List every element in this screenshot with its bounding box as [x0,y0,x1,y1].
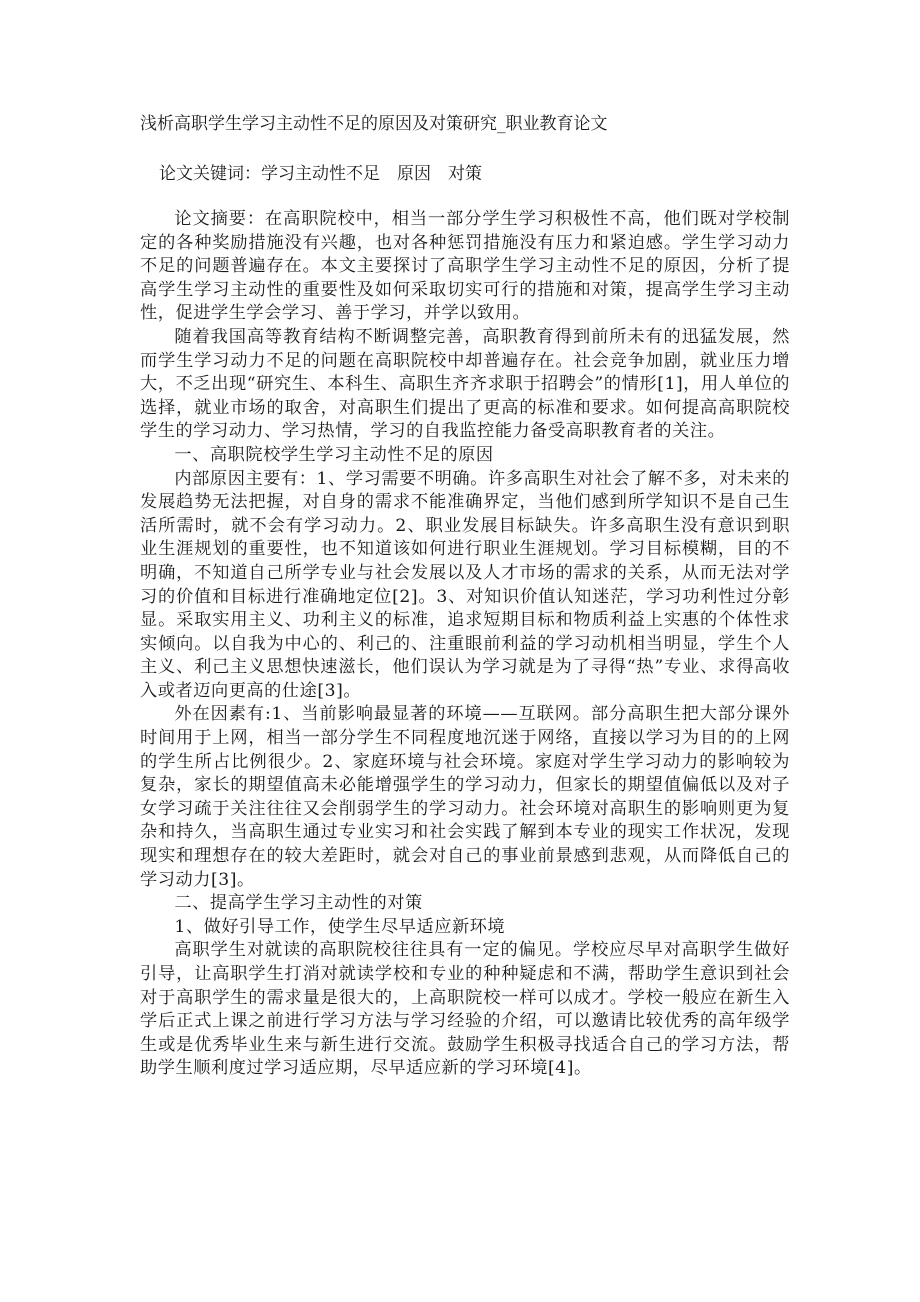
document-page [140,112,790,1081]
document-body [140,208,790,1081]
internal-causes-paragraph: 内部原因主要有：1、学习需要不明确。许多高职生对社会了解不多，对未来的发展趋势无法把握，对自身的需求不能准确界定，当他们感到所学知识不是自己生活所需时，就不会有学习动力。2、职业发展目标缺失。许多高职生没有意识到职业生涯规划的重要性，也不知道该如何进行职业生涯规划。学习目标模糊，目的不明确，不知道自己所学专业与社会发展以及人才市场的需求的关系，从而无法对学习的价值和目标进行准确地定位[2]。3、对知识价值认知迷茫，学习功利性过分彰显。采取实用主义、功利主义的标准，追求短期目标和物质利益上实惠的个体性求实倾向。以自我为中心的、利己的、注重眼前利益的学习动机相当明显，学生个人主义、利己主义思想快速滋长，他们误认为学习就是为了寻得“热”专业、求得高收入或者迈向更高的仕途[3]。 [140,468,790,701]
intro-paragraph: 随着我国高等教育结构不断调整完善，高职教育得到前所未有的迅猛发展，然而学生学习动力不足的问题在高职院校中却普遍存在。社会竞争加剧，就业压力增大，不乏出现“研究生、本科生、高职生齐齐求职于招聘会”的情形[1]，用人单位的选择，就业市场的取舍，对高职生们提出了更高的标准和要求。如何提高高职院校学生的学习动力、学习热情，学习的自我监控能力备受高职教育者的关注。 [140,326,790,442]
external-causes-paragraph: 外在因素有:1、当前影响最显著的环境——互联网。部分高职生把大部分课外时间用于上网，相当一部分学生不同程度地沉迷于网络，直接以学习为目的的上网的学生所占比例很少。2、家庭环境与社会环境。家庭对学生学习动力的影响较为复杂，家长的期望值高未必能增强学生的学习动力，但家长的期望值偏低以及对子女学习疏于关注往往又会削弱学生的学习动力。社会环境对高职生的影响则更为复杂和持久，当高职生通过专业实习和社会实践了解到本专业的现实工作状况，发现现实和理想存在的较大差距时，就会对自己的事业前景感到悲观，从而降低自己的学习动力[3]。 [140,704,790,890]
keywords-line: 论文关键词：学习主动性不足 原因 对策 [159,164,482,184]
section-heading-causes: 一、高职院校学生学习主动性不足的原因 [174,444,494,465]
document-title: 浅析高职学生学习主动性不足的原因及对策研究_职业教育论文 [140,114,608,134]
guidance-paragraph: 高职学生对就读的高职院校往往具有一定的偏见。学校应尽早对高职学生做好引导，让高职学生打消对就读学校和专业的种种疑虑和不满，帮助学生意识到社会对于高职学生的需求量是很大的，上高职院校一样可以成才。学校一般应在新生入学后正式上课之前进行学习方法与学习经验的介绍，可以邀请比较优秀的高年级学生或是优秀毕业生来与新生进行交流。鼓励学生积极寻找适合自己的学习方法，帮助学生顺利度过学习适应期，尽早适应新的学习环境[4]。 [140,940,790,1079]
subsection-heading-guidance: 1、做好引导工作，使学生尽早适应新环境 [174,916,506,937]
section-heading-countermeasures: 二、提高学生学习主动性的对策 [174,893,423,914]
abstract-paragraph: 论文摘要：在高职院校中，相当一部分学生学习积极性不高，他们既对学校制定的各种奖励措施没有兴趣，也对各种惩罚措施没有压力和紧迫感。学生学习动力不足的问题普遍存在。本文主要探讨了高职学生学习主动性不足的原因，分析了提高学生学习主动性的重要性及如何采取切实可行的措施和对策，提高学生学习主动性，促进学生学会学习、善于学习，并学以致用。 [140,209,790,324]
